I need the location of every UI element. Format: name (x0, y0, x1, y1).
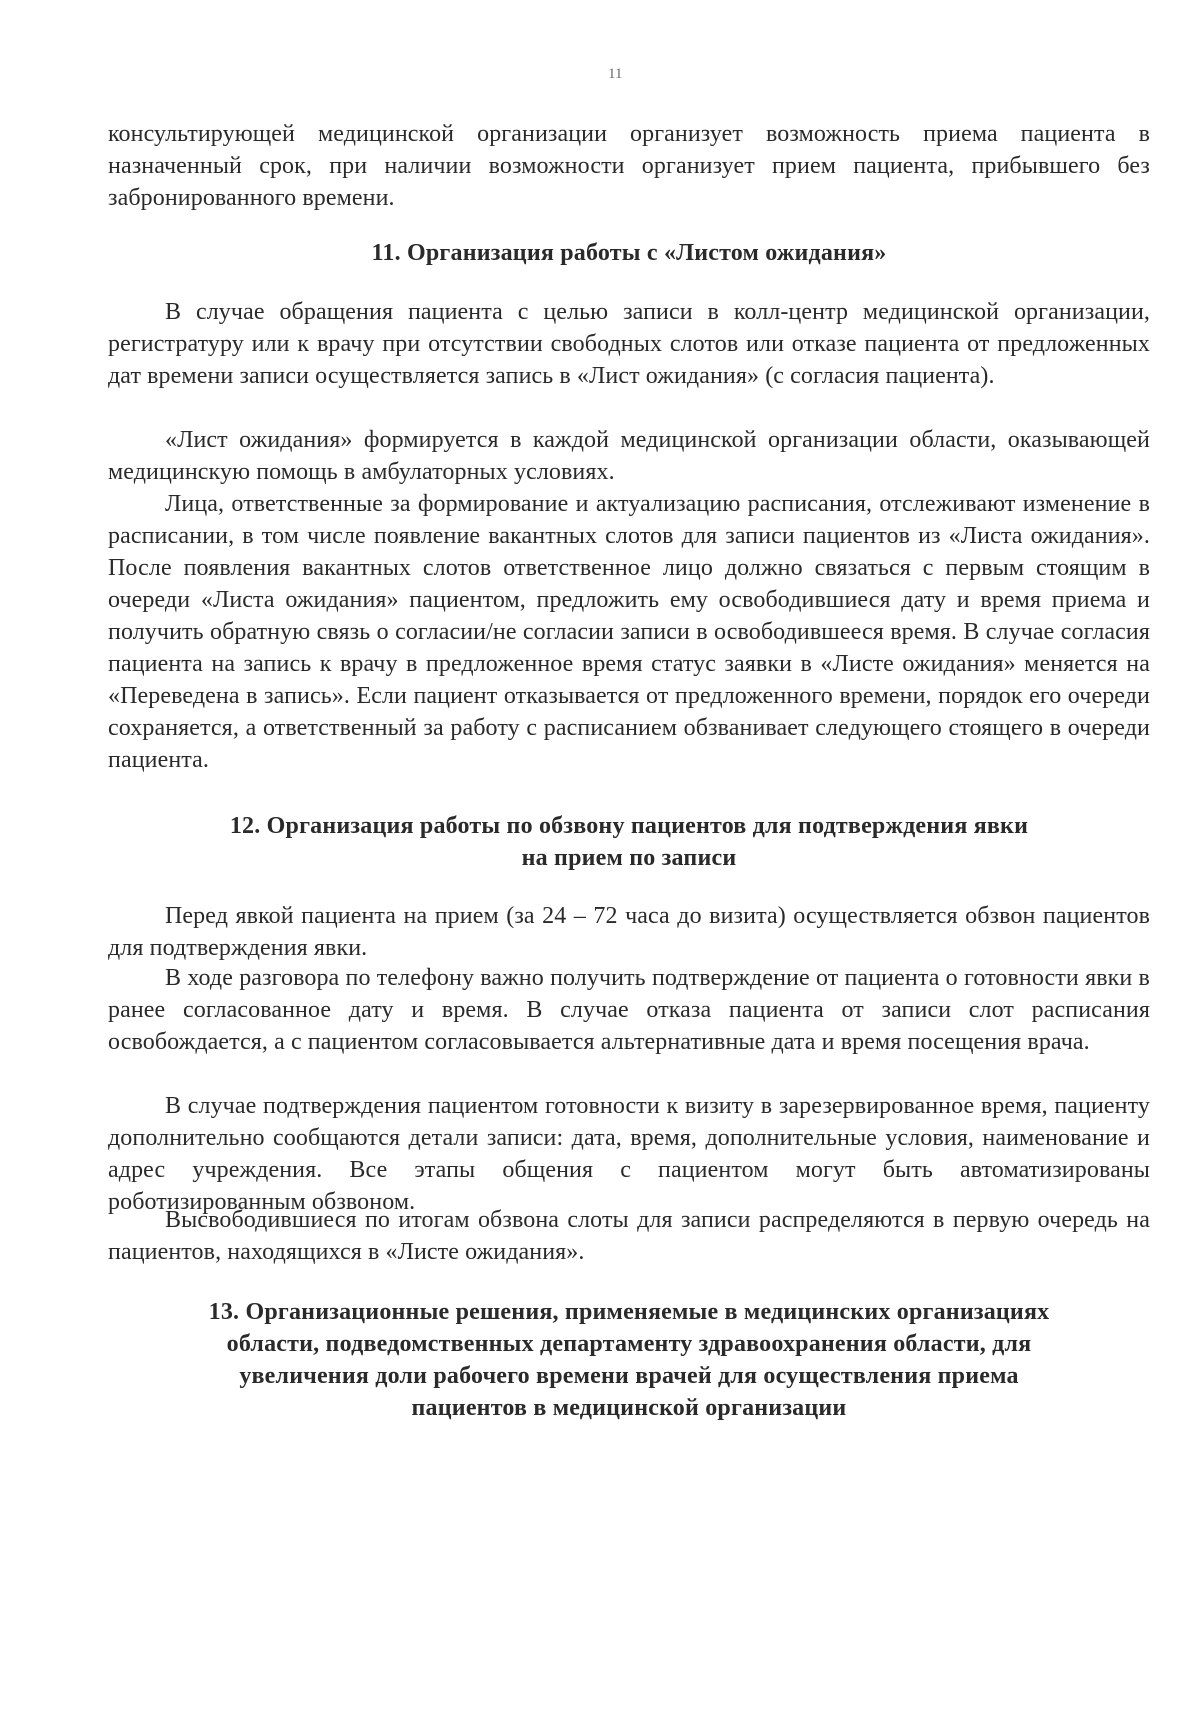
paragraph-phone-confirmation: В ходе разговора по телефону важно получить подтверждение от пациента о готовности явки в ранее согласованное дату и время. В случае отказа пациента от записи слот расписания освобождается, а с пациентом согласовывается альтернативные дата и время посещения врача. (108, 965, 1150, 1055)
page-number: 11 (608, 66, 623, 82)
section-heading-13 (108, 1296, 1150, 1424)
section-heading-11: 11. Организация работы с «Листом ожидания» (371, 240, 887, 266)
paragraph-continuation: консультирующей медицинской организации организует возможность приема пациента в назначенный срок, при наличии возможности организует прием пациента, прибывшего без забронированного времени. (108, 121, 1150, 211)
section-heading-13-line-4: пациентов в медицинской организации (411, 1395, 847, 1421)
paragraph-call-before-visit: Перед явкой пациента на прием (за 24 – 72 часа до визита) осуществляется обзвон пациентов для подтверждения явки. (108, 903, 1150, 961)
paragraph-visit-details: В случае подтверждения пациентом готовности к визиту в зарезервированное время, пациенту дополнительно сообщаются детали записи: дата, время, дополнительные условия, наименование и адрес учреждения. Все этапы общения с пациентом могут быть автоматизированы роботизированным обзвоном. (108, 1093, 1150, 1215)
section-heading-13-line-1: 13. Организационные решения, применяемые в медицинских организациях (208, 1299, 1050, 1325)
section-heading-12 (108, 810, 1150, 874)
section-heading-12-line-2: на прием по записи (521, 845, 737, 871)
paragraph-schedule-responsibility: Лица, ответственные за формирование и актуализацию расписания, отслеживают изменение в расписании, в том числе появление вакантных слотов для записи пациентов из «Листа ожидания». После появления вакантных слотов ответственное лицо должно связаться с первым стоящим в очереди «Листа ожидания» пациентом, предложить ему освободившиеся дату и время приема и получить обратную связь о согласии/не согласии записи в освободившееся время. В случае согласия пациента на запись к врачу в предложенное время статус заявки в «Листе ожидания» меняется на «Переведена в запись». Если пациент отказывается от предложенного времени, порядок его очереди сохраняется, а ответственный за работу с расписанием обзванивает следующего стоящего в очереди пациента. (108, 491, 1150, 773)
section-heading-12-line-1: 12. Организация работы по обзвону пациентов для подтверждения явки (229, 813, 1029, 839)
section-heading-13-line-3: увеличения доли рабочего времени врачей для осуществления приема (239, 1363, 1019, 1389)
section-heading-13-line-2: области, подведомственных департаменту здравоохранения области, для (226, 1331, 1032, 1357)
paragraph-waitlist-entry: В случае обращения пациента с целью записи в колл-центр медицинской организации, регистратуру или к врачу при отсутствии свободных слотов или отказе пациента от предложенных дат времени записи осуществляется запись в «Лист ожидания» (с согласия пациента). (108, 299, 1150, 389)
paragraph-freed-slots: Высвободившиеся по итогам обзвона слоты для записи распределяются в первую очередь на пациентов, находящихся в «Листе ожидания». (108, 1207, 1150, 1265)
paragraph-waitlist-formation: «Лист ожидания» формируется в каждой медицинской организации области, оказывающей медицинскую помощь в амбулаторных условиях. (108, 427, 1150, 485)
